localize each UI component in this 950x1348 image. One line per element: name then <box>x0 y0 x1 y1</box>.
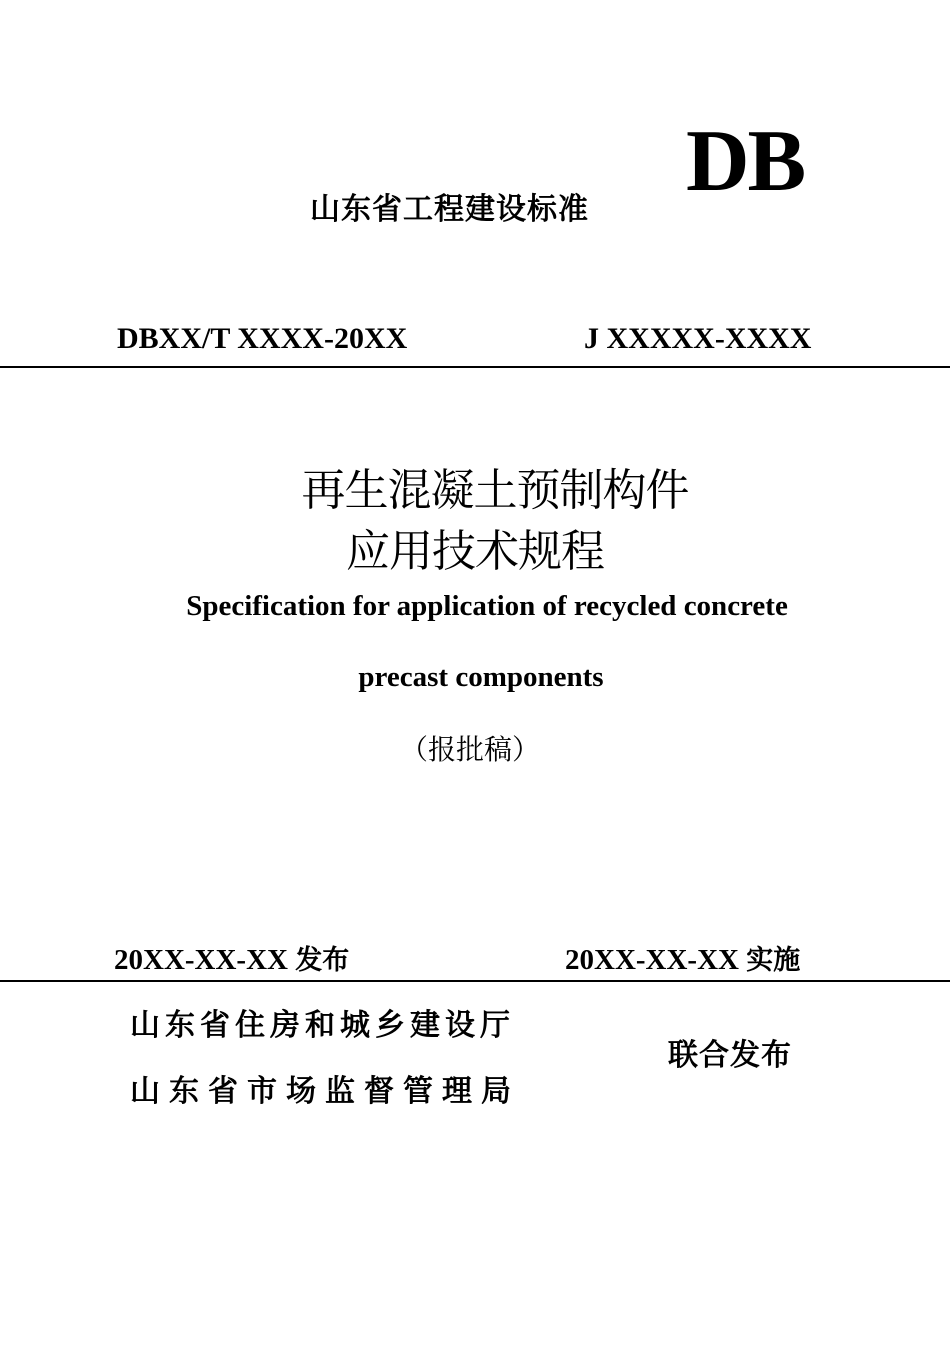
joint-release-label: 联合发布 <box>668 1038 792 1073</box>
bottom-divider <box>0 980 950 982</box>
db-logo: DB <box>686 113 805 210</box>
issuing-authority-2: 山东省市场监督管理局 <box>130 1074 520 1109</box>
publish-date: 20XX-XX-XX <box>114 944 288 976</box>
implement-date: 20XX-XX-XX <box>565 944 739 976</box>
standard-category: 山东省工程建设标准 <box>310 192 589 227</box>
publish-date-line <box>114 938 349 977</box>
implement-date-line <box>565 938 800 977</box>
title-zh-line1: 再生混凝土预制构件 <box>301 465 689 516</box>
standard-code: DBXX/T XXXX-20XX <box>117 322 408 355</box>
title-en-line2: precast components <box>358 661 604 693</box>
title-en-line1: Specification for application of recycled concrete <box>186 590 788 622</box>
top-divider <box>0 366 950 368</box>
publish-label: 发布 <box>295 945 350 976</box>
title-zh-line2: 应用技术规程 <box>346 526 604 577</box>
issuing-authority-1: 山东省住房和城乡建设厅 <box>130 1008 515 1043</box>
implement-label: 实施 <box>746 945 801 976</box>
draft-status: （报批稿） <box>399 733 540 766</box>
record-code: J XXXXX-XXXX <box>584 322 812 355</box>
